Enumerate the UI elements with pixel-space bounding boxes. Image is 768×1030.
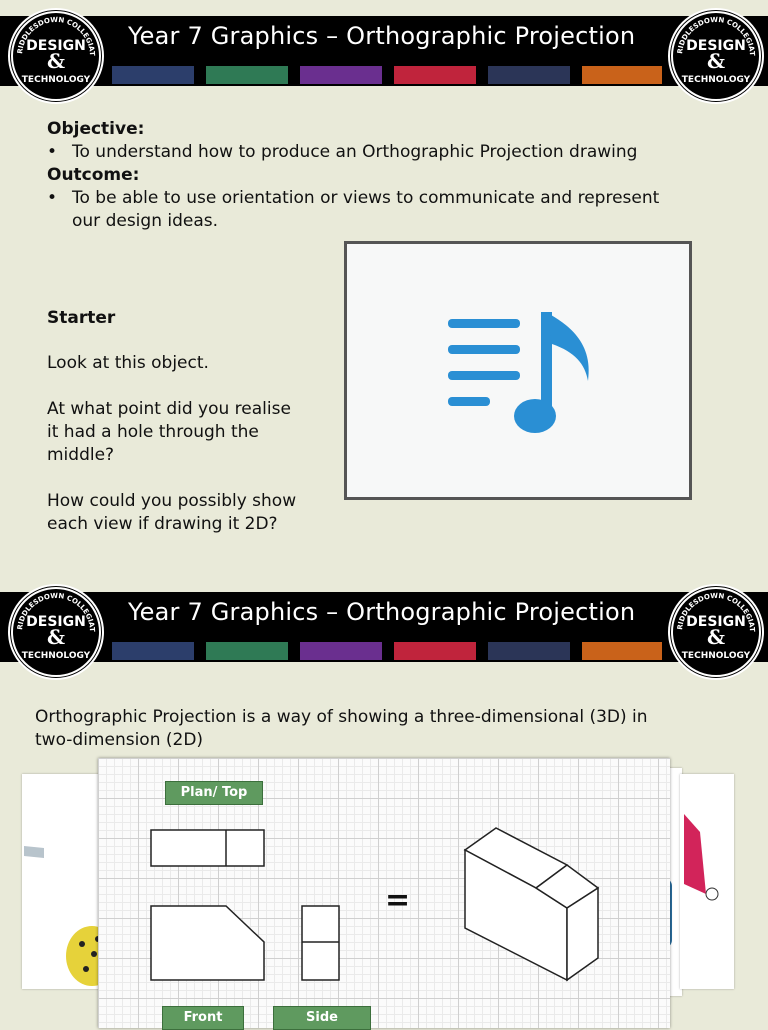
svg-text:&: &	[46, 49, 66, 73]
intro-text: Orthographic Projection is a way of showing a three-dimensional (3D) in	[35, 707, 648, 727]
equals-sign: =	[385, 883, 411, 918]
starter-text: it had a hole through the	[47, 422, 259, 442]
svg-text:&: &	[46, 625, 66, 649]
svg-text:DESIGN: DESIGN	[686, 614, 746, 630]
starter-text: middle?	[47, 445, 115, 465]
starter-text: At what point did you realise	[47, 399, 291, 419]
svg-text:RIDDLESDOWN COLLEGIATE: RIDDLESDOWN COLLEGIAT	[16, 15, 97, 57]
side-label: Side	[273, 1006, 371, 1030]
stripe	[112, 642, 194, 660]
starter-heading: Starter	[47, 308, 116, 328]
stripe	[394, 642, 476, 660]
plan-view	[151, 830, 264, 866]
svg-text:TECHNOLOGY: TECHNOLOGY	[21, 75, 91, 85]
outcome-text: our design ideas.	[72, 211, 219, 231]
school-logo	[8, 8, 104, 104]
svg-text:TECHNOLOGY: TECHNOLOGY	[681, 651, 751, 661]
svg-text:RIDDLESDOWN COLLEGIATE: RIDDLESDOWN COLLEGIAT	[16, 591, 97, 633]
stripe	[488, 642, 570, 660]
svg-text:RIDDLESDOWN COLLEGIATE: RIDDLESDOWN COLLEGIAT	[676, 15, 757, 57]
audio-playlist-icon	[347, 244, 689, 497]
svg-text:RIDDLESDOWN COLLEGIATE: RIDDLESDOWN COLLEGIAT	[676, 591, 757, 633]
school-logo	[668, 8, 764, 104]
slide-title: Year 7 Graphics – Orthographic Projection	[128, 598, 636, 626]
outcome-heading: Outcome:	[47, 165, 140, 185]
color-stripes	[112, 66, 662, 84]
stripe	[300, 66, 382, 84]
stripe	[394, 66, 476, 84]
svg-text:&: &	[706, 625, 726, 649]
slide-title: Year 7 Graphics – Orthographic Projection	[128, 22, 636, 50]
collage-image	[680, 774, 734, 989]
stripe	[206, 66, 288, 84]
stripe	[582, 66, 662, 84]
stripe	[300, 642, 382, 660]
stripe	[112, 66, 194, 84]
stripe	[206, 642, 288, 660]
starter-text: Look at this object.	[47, 353, 209, 373]
svg-text:DESIGN: DESIGN	[26, 38, 86, 54]
front-label: Front	[162, 1006, 244, 1030]
svg-text:TECHNOLOGY: TECHNOLOGY	[681, 75, 751, 85]
media-placeholder[interactable]	[344, 241, 692, 500]
stripe	[582, 642, 662, 660]
orthographic-views	[98, 758, 670, 1028]
stripe	[488, 66, 570, 84]
isometric-object	[465, 828, 598, 980]
svg-text:TECHNOLOGY: TECHNOLOGY	[21, 651, 91, 661]
title-banner	[0, 16, 768, 86]
front-view	[151, 906, 264, 980]
bullet-dot: •	[47, 188, 58, 208]
starter-text: How could you possibly show	[47, 491, 297, 511]
svg-text:DESIGN: DESIGN	[686, 38, 746, 54]
orthographic-drawing-panel	[98, 758, 670, 1028]
objective-heading: Objective:	[47, 119, 145, 139]
school-logo	[668, 584, 764, 680]
svg-text:&: &	[706, 49, 726, 73]
svg-text:DESIGN: DESIGN	[26, 614, 86, 630]
school-logo	[8, 584, 104, 680]
starter-text: each view if drawing it 2D?	[47, 514, 278, 534]
slide-2	[0, 576, 768, 1024]
collage-image	[22, 774, 102, 989]
color-stripes	[112, 642, 662, 660]
objective-text: To understand how to produce an Orthographic Projection drawing	[72, 142, 638, 162]
plan-top-label: Plan/ Top	[165, 781, 263, 805]
bullet-dot: •	[47, 142, 58, 162]
outcome-text: To be able to use orientation or views to communicate and represent	[72, 188, 660, 208]
intro-text: two-dimension (2D)	[35, 730, 204, 750]
title-banner	[0, 592, 768, 662]
side-view	[302, 906, 339, 980]
